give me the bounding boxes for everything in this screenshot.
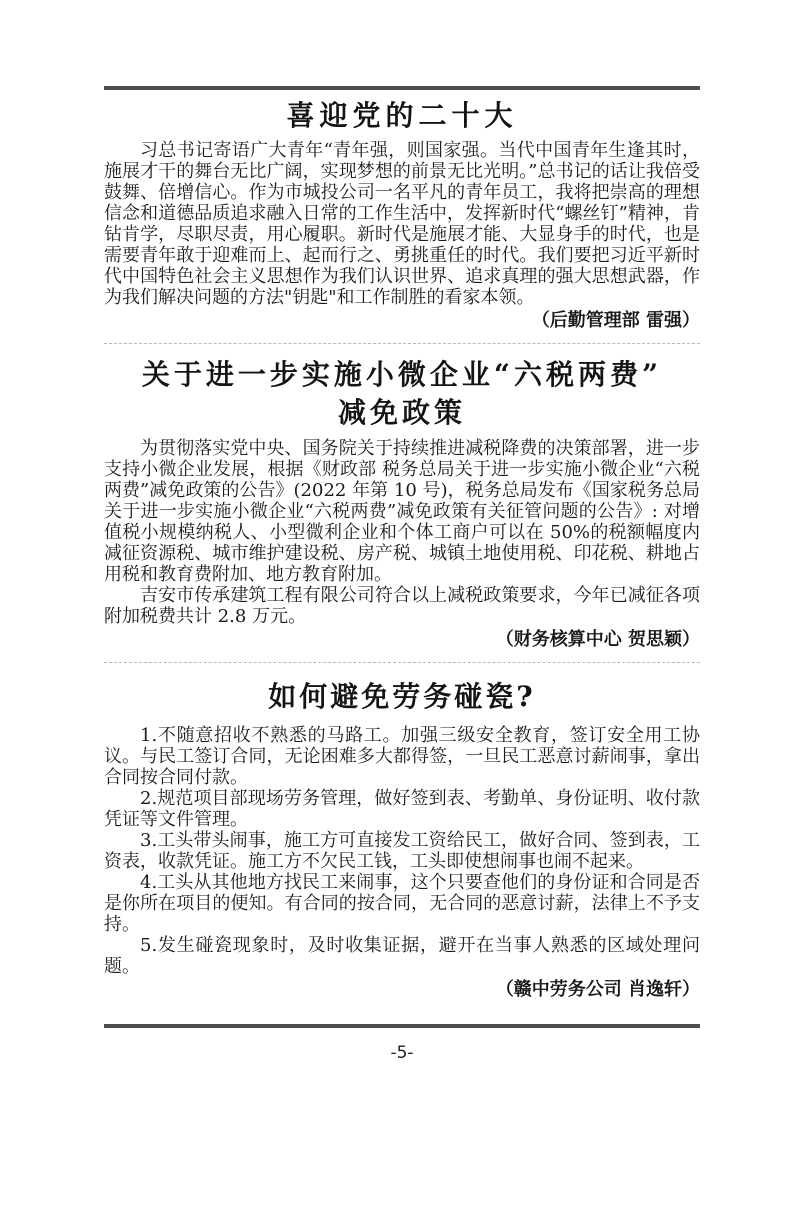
list-item: 4.工头从其他地方找民工来闹事，这个只要查他们的身份证和合同是否是你所在项目的便知。有合同的按合同，无合同的恶意讨薪，法律上不予支持。 [104,872,700,935]
section-divider [104,343,700,344]
section-tax-relief-policy [104,356,700,650]
list-item: 5.发生碰瓷现象时，及时收集证据，避开在当事人熟悉的区域处理问题。 [104,935,700,977]
list-item: 2.规范项目部现场劳务管理，做好签到表、考勤单、身份证明、收付款凭证等文件管理。 [104,788,700,830]
newsletter-page [0,86,800,1217]
section-title: 喜迎党的二十大 [286,99,518,132]
section-title: 如何避免劳务碰瓷? [268,680,536,713]
top-rule [104,86,700,90]
section-paragraph: 习总书记寄语广大青年“青年强，则国家强。当代中国青年生逢其时，施展才干的舞台无比广阔，实现梦想的前景无比光明。”总书记的话让我倍受鼓舞、倍增信心。作为市城投公司一名平凡的青年员工，我将把崇高的理想信念和道德品质追求融入日常的工作生活中，发挥新时代“螺丝钉”精神，肯钻肯学，尽职尽责，用心履职。新时代是施展才能、大显身手的时代，也是需要青年敢于迎难而上、起而行之、勇挑重任的时代。我们要把习近平新时代中国特色社会主义思想作为我们认识世界、追求真理的强大思想武器，作为我们解决问题的方法"钥匙"和工作制胜的看家本领。 [104,140,700,308]
bottom-rule [104,1024,700,1028]
section-attribution: （赣中劳务公司 肖逸轩） [495,979,700,1000]
list-item: 1.不随意招收不熟悉的马路工。加强三级安全教育，签订安全用工协议。与民工签订合同，无论困难多大都得签，一旦民工恶意讨薪闹事，拿出合同按合同付款。 [104,725,700,788]
section-attribution: （后勤管理部 雷强） [531,310,700,331]
section-divider [104,662,700,663]
section-labor-fraud-tips [104,677,700,1000]
section-party-congress [104,98,700,331]
page-number: -5- [390,1043,414,1063]
section-title-line2: 减免政策 [337,396,466,429]
section-title-line1: 关于进一步实施小微企业“六税两费” [141,358,663,391]
section-paragraph: 为贯彻落实党中央、国务院关于持续推进减税降费的决策部署，进一步支持小微企业发展，根据《财政部 税务总局关于进一步实施小微企业“六税两费”减免政策的公告》(2022 年第 10 号)，税务总局发布《国家税务总局关于进一步实施小微企业“六税两费”减免政策有关征管问题的公告》: 对增值税小规模纳税人、小型微利企业和个体工商户可以在 50%的税额幅度内减征资源税、城市维护建设税、房产税、城镇土地使用税、印花税、耕地占用税和教育费附加、地方教育附加。 [104,438,700,585]
section-paragraph: 吉安市传承建筑工程有限公司符合以上减税政策要求，今年已减征各项附加税费共计 2.8 万元。 [104,585,700,627]
list-item: 3.工头带头闹事，施工方可直接发工资给民工，做好合同、签到表，工资表，收款凭证。施工方不欠民工钱，工头即使想闹事也闹不起来。 [104,830,700,872]
section-attribution: （财务核算中心 贺思颖） [495,629,700,650]
section-title [104,356,700,432]
